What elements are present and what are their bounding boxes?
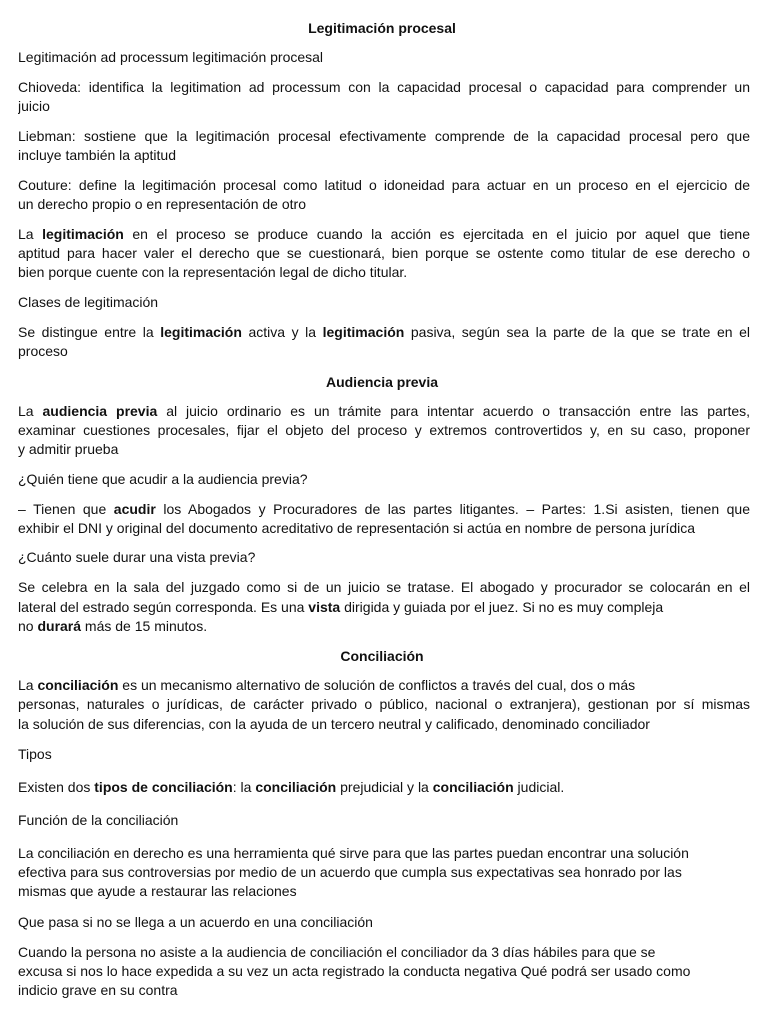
paragraph-line: excusa si nos lo hace expedida a su vez un acta registrado la conducta negativa Qué podrá ser usado como (18, 963, 691, 979)
paragraph-line: La conciliación en derecho es una herramienta qué sirve para que las partes puedan encontrar una solución (18, 845, 689, 861)
paragraph-line: juicio (18, 98, 50, 114)
heading-conciliacion (0, 647, 768, 666)
paragraph: ¿Cuánto suele durar una vista previa? (18, 549, 256, 565)
paragraph-line: Couture: define la legitimación procesal como latitud o idoneidad para actuar en un proceso en el ejercicio de (18, 177, 750, 193)
paragraph: Tipos (18, 746, 52, 762)
heading-text: Legitimación procesal (308, 20, 456, 36)
paragraph-line: exhibir el DNI y original del documento acreditativo de representación si actúa en nombre de persona jurídica (18, 520, 696, 536)
text-run: prejudicial y la (336, 779, 433, 795)
text-run: lateral del estrado según corresponda. Es una (18, 599, 309, 615)
paragraph-line: Liebman: sostiene que la legitimación procesal efectivamente comprende de la capacidad procesal pero que (18, 128, 750, 144)
paragraph-line: personas, naturales o jurídicas, de carácter privado o público, nacional o extranjera), gestionan por sí mismas (18, 696, 750, 712)
heading-text: Audiencia previa (325, 374, 439, 390)
paragraph: Clases de legitimación (18, 294, 159, 310)
paragraph-line: Se celebra en la sala del juzgado como si de un juicio se tratase. El abogado y procurador se colocarán en el (18, 579, 750, 595)
paragraph: ¿Quién tiene que acudir a la audiencia previa? (18, 471, 308, 487)
heading-legitimacion (0, 19, 768, 38)
paragraph-line: mismas que ayude a restaurar las relaciones (18, 883, 297, 899)
text-run: al juicio ordinario es un trámite para intentar acuerdo o transacción entre las partes, (157, 403, 750, 419)
paragraph-line: bien porque cuente con la representación legal de dicho titular. (18, 264, 408, 280)
paragraph-line: aptitud para hacer valer el derecho que se cuestionará, bien porque se ostente como titular de ese derecho o (18, 245, 750, 261)
paragraph-line (18, 225, 750, 244)
text-run: no (18, 618, 38, 634)
bold-term: legitimación (160, 324, 242, 340)
heading-text: Conciliación (340, 648, 424, 664)
paragraph-line (18, 598, 750, 617)
bold-term: conciliación (37, 677, 119, 693)
text-run: Existen dos (18, 779, 95, 795)
paragraph-line (18, 500, 750, 519)
paragraph-line: indicio grave en su contra (18, 982, 178, 998)
paragraph-line: un derecho propio o en representación de otro (18, 196, 306, 212)
text-run: dirigida y guiada por el juez. Si no es muy compleja (340, 599, 664, 615)
paragraph-line: examinar cuestiones procesales, fijar el objeto del proceso y extremos controvertidos y, en su caso, proponer (18, 422, 750, 438)
bold-term: conciliación (255, 779, 337, 795)
paragraph-line: incluye también la aptitud (18, 147, 176, 163)
text-run: La (18, 403, 43, 419)
paragraph-line (18, 676, 750, 695)
text-run: judicial. (513, 779, 565, 795)
bold-term: audiencia previa (42, 403, 158, 419)
text-run: en el proceso se produce cuando la acción es ejercitada en el juicio por aquel que tiene (123, 226, 750, 242)
bold-term: legitimación (322, 324, 405, 340)
bold-term: tipos de conciliación (94, 779, 233, 795)
text-run: activa y la (241, 324, 323, 340)
paragraph-line: Chioveda: identifica la legitimation ad processum con la capacidad procesal o capacidad para comprender un (18, 79, 750, 95)
text-run: Se distingue entre la (18, 324, 161, 340)
text-run: – Tienen que (18, 501, 114, 517)
text-run: más de 15 minutos. (81, 618, 208, 634)
text-run: La (18, 677, 38, 693)
text-run: los Abogados y Procuradores de las partes litigantes. – Partes: 1.Si asisten, tienen que (155, 501, 750, 517)
paragraph: Función de la conciliación (18, 812, 179, 828)
paragraph: Que pasa si no se llega a un acuerdo en una conciliación (18, 914, 373, 930)
text-run: es un mecanismo alternativo de solución de conflictos a través del cual, dos o más (118, 677, 636, 693)
bold-term: acudir (113, 501, 156, 517)
bold-term: durará (37, 618, 82, 634)
paragraph-line: Cuando la persona no asiste a la audiencia de conciliación el conciliador da 3 días hábiles para que se (18, 944, 656, 960)
paragraph-line: la solución de sus diferencias, con la ayuda de un tercero neutral y calificado, denominado conciliador (18, 716, 650, 732)
text-run: La (18, 226, 43, 242)
paragraph-line (18, 778, 750, 797)
paragraph: Legitimación ad processum legitimación procesal (18, 49, 324, 65)
paragraph-line (18, 617, 750, 636)
bold-term: vista (308, 599, 341, 615)
paragraph-line (18, 323, 750, 342)
text-run: pasiva, según sea la parte de la que se trate en el (404, 324, 750, 340)
paragraph-line: efectiva para sus controversias por medio de un acuerdo que cumpla sus expectativas sea honrado por las (18, 864, 682, 880)
paragraph-line: y admitir prueba (18, 441, 119, 457)
paragraph-line: proceso (18, 343, 68, 359)
text-run: : la (232, 779, 256, 795)
bold-term: legitimación (42, 226, 124, 242)
heading-audiencia-previa (0, 373, 768, 392)
paragraph-line (18, 402, 750, 421)
bold-term: conciliación (432, 779, 514, 795)
